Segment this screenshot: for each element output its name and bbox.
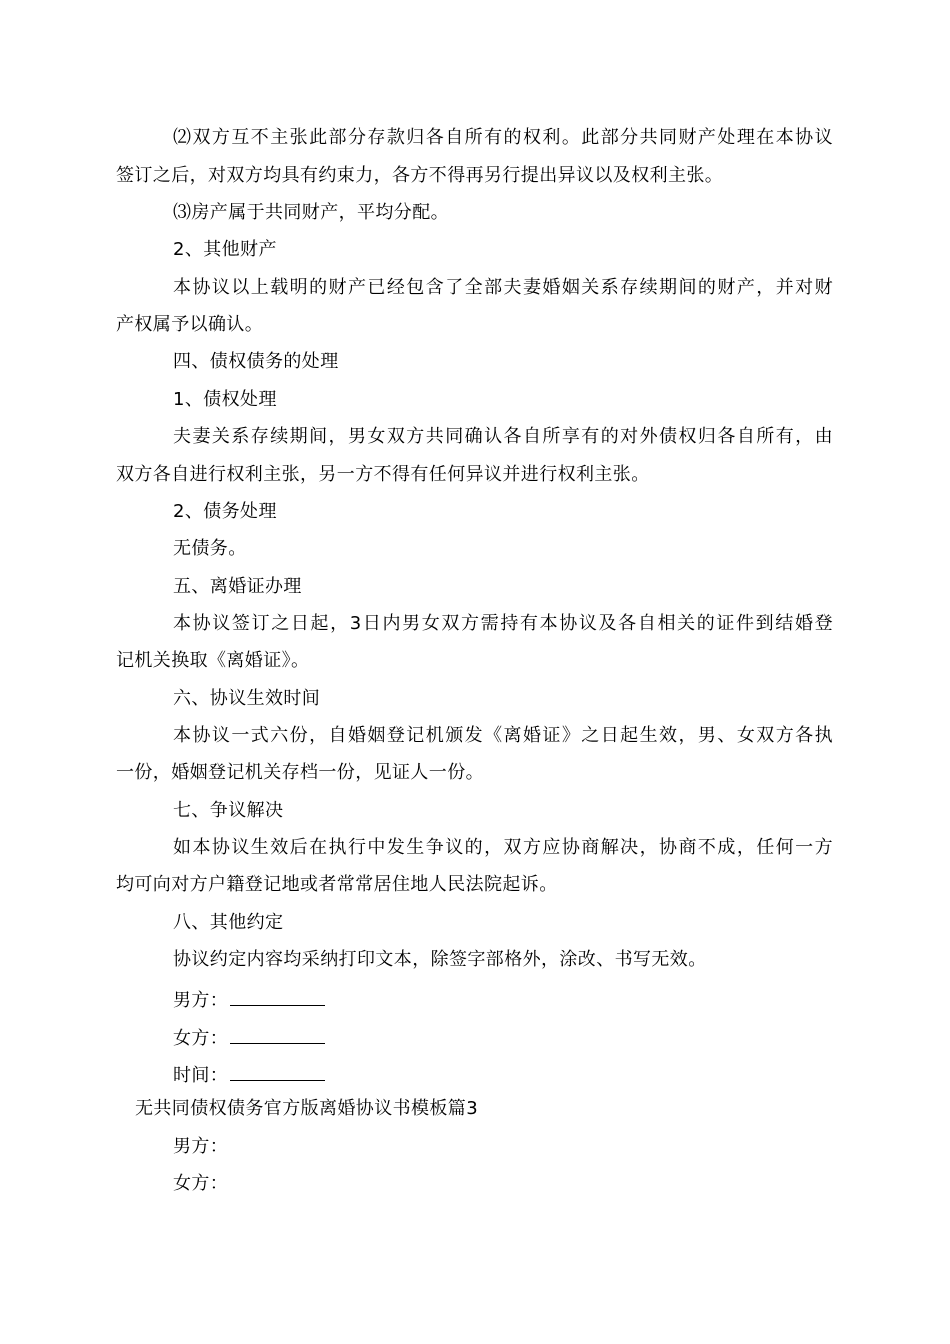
paragraph-line: 本协议一式六份，自婚姻登记机颁发《离婚证》之日起生效，男、女双方各执 bbox=[173, 725, 833, 746]
paragraph-line: 本协议签订之日起，3日内男女双方需持有本协议及各自相关的证件到结婚登 bbox=[173, 613, 833, 634]
section-heading: 六、协议生效时间 bbox=[173, 688, 321, 709]
paragraph-line: 如本协议生效后在执行中发生争议的，双方应协商解决，协商不成，任何一方 bbox=[173, 837, 833, 858]
section-heading: 七、争议解决 bbox=[173, 800, 284, 821]
next-section-female-label: 女方： bbox=[173, 1173, 229, 1194]
signature-male-label: 男方： bbox=[173, 990, 229, 1011]
signature-female-blank bbox=[230, 1023, 325, 1044]
section-heading: 四、债权债务的处理 bbox=[173, 351, 339, 372]
next-section-title: 无共同债权债务官方版离婚协议书模板篇3 bbox=[135, 1098, 479, 1119]
paragraph-line: 产权属予以确认。 bbox=[116, 314, 264, 335]
paragraph-line: 记机关换取《离婚证》。 bbox=[116, 650, 310, 671]
paragraph-line: 一份，婚姻登记机关存档一份，见证人一份。 bbox=[116, 762, 484, 783]
signature-female-row bbox=[173, 1023, 325, 1051]
section-heading: 2、其他财产 bbox=[173, 239, 277, 260]
paragraph-line: 无债务。 bbox=[173, 538, 247, 559]
section-heading: 1、债权处理 bbox=[173, 389, 277, 410]
signature-male-blank bbox=[230, 985, 325, 1006]
paragraph-line: ⑶房产属于共同财产，平均分配。 bbox=[173, 202, 449, 223]
paragraph-line: 协议约定内容均采纳打印文本，除签字部格外，涂改、书写无效。 bbox=[173, 949, 707, 970]
section-heading: 五、离婚证办理 bbox=[173, 576, 302, 597]
section-heading: 2、债务处理 bbox=[173, 501, 277, 522]
paragraph-line: 签订之后，对双方均具有约束力，各方不得再另行提出异议以及权利主张。 bbox=[116, 165, 724, 186]
paragraph-line: 均可向对方户籍登记地或者常常居住地人民法院起诉。 bbox=[116, 874, 558, 895]
paragraph-line: 双方各自进行权利主张，另一方不得有任何异议并进行权利主张。 bbox=[116, 464, 650, 485]
section-heading: 八、其他约定 bbox=[173, 912, 284, 933]
paragraph-line: 本协议以上载明的财产已经包含了全部夫妻婚姻关系存续期间的财产，并对财 bbox=[173, 277, 833, 298]
paragraph-line: 夫妻关系存续期间，男女双方共同确认各自所享有的对外债权归各自所有，由 bbox=[173, 426, 833, 447]
signature-time-blank bbox=[230, 1060, 325, 1081]
next-section-male-label: 男方： bbox=[173, 1136, 229, 1157]
signature-time-label: 时间： bbox=[173, 1065, 229, 1086]
paragraph-line: ⑵双方互不主张此部分存款归各自所有的权利。此部分共同财产处理在本协议 bbox=[173, 127, 833, 148]
signature-male-row bbox=[173, 985, 325, 1013]
signature-female-label: 女方： bbox=[173, 1028, 229, 1049]
signature-time-row bbox=[173, 1060, 325, 1088]
